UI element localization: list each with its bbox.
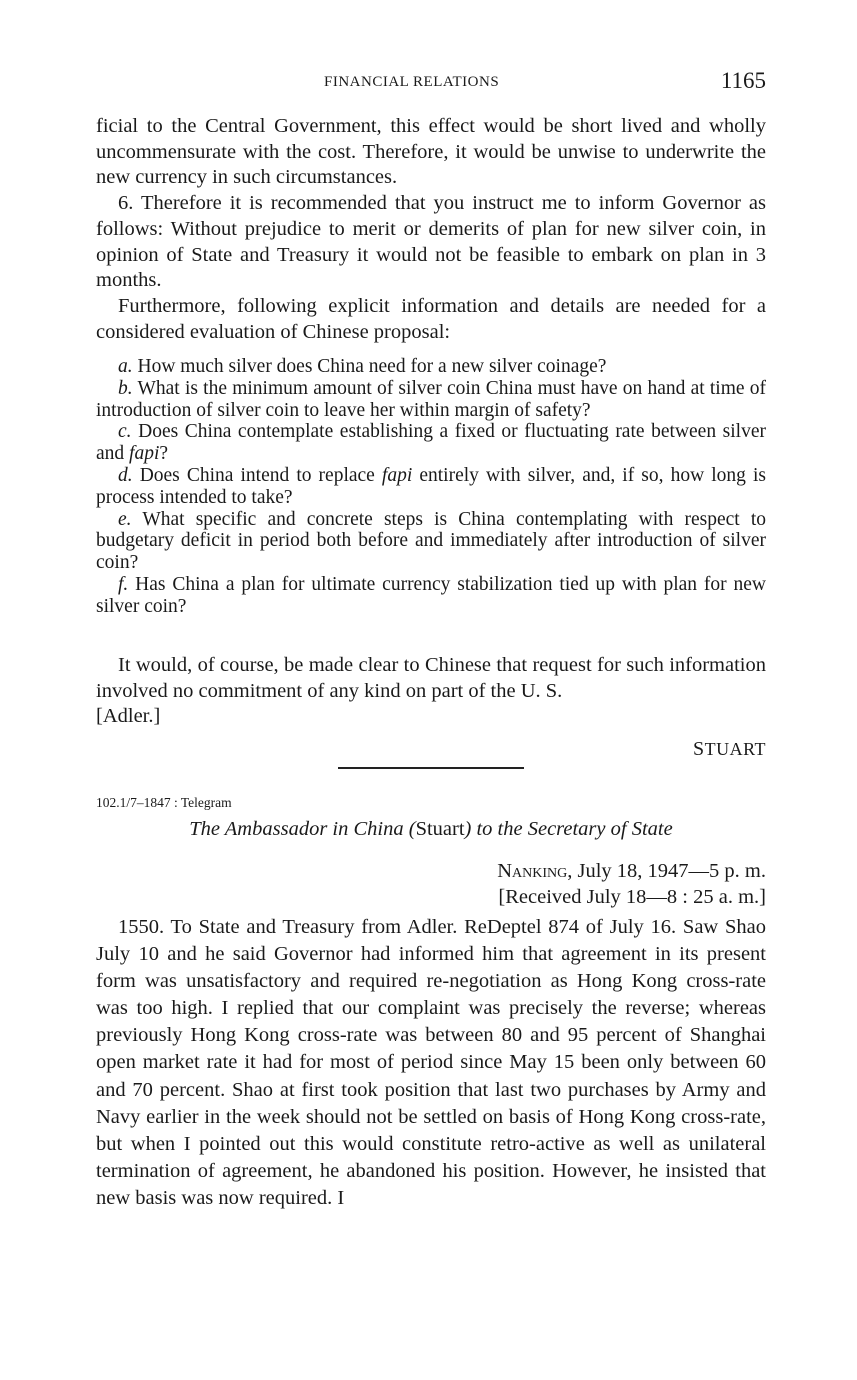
opening-section: [96, 114, 766, 345]
telegram-body: [96, 914, 766, 1212]
question-letter: d.: [118, 464, 133, 486]
question-item-e: [96, 509, 766, 574]
italic-term: fapi: [381, 464, 413, 486]
question-text: What specific and concrete steps is China contemplating with respect to budgetary deficit in period both before and immediately after introduction of silver coin?: [96, 508, 766, 574]
paragraph-commitment: It would, of course, be made clear to Chinese that request for such information involved no commitment of any kind on part of the U. S.: [96, 654, 766, 702]
question-item-f: [96, 574, 766, 618]
question-text: What is the minimum amount of silver coin China must have on hand at time of introduction of silver coin to leave her within margin of safety?: [96, 377, 766, 421]
running-title: FINANCIAL RELATIONS: [324, 74, 500, 90]
question-letter: e.: [118, 508, 132, 530]
place-name: Nanking,: [497, 860, 573, 882]
question-text: Does China intend to replace: [132, 464, 382, 486]
paragraph-information-needed: Furthermore, following explicit information and details are needed for a considered evaluation of Chinese proposal:: [96, 294, 766, 343]
date-received: [Received July 18—8 : 25 a. m.]: [498, 886, 766, 908]
page-number: 1165: [720, 68, 766, 93]
question-item-d: [96, 465, 766, 509]
question-text: Does China contemplate establishing a fixed or fluctuating rate between silver and: [96, 421, 766, 465]
question-letter: c.: [118, 421, 132, 443]
date-sent: Nanking, July 18, 1947—5 p. m.: [497, 860, 766, 882]
italic-term: fapi: [129, 443, 160, 465]
question-text: ?: [159, 443, 169, 465]
closing-section: [96, 653, 766, 730]
question-item-c: [96, 421, 766, 465]
question-text: How much silver does China need for a new silver coinage?: [132, 356, 607, 377]
dateline: [497, 858, 766, 910]
paragraph-continuation: ficial to the Central Government, this effect would be short lived and wholly uncommensurate with the cost. Therefore, it would be unwise to underwrite the new currency in such circumstances.: [96, 115, 766, 189]
question-letter: f.: [118, 573, 129, 595]
question-text: entirely with silver, and, if so, how long is process intended to take?: [96, 464, 766, 508]
section-divider: [338, 767, 524, 769]
question-list: [96, 356, 766, 618]
paragraph-recommendation: 6. Therefore it is recommended that you instruct me to inform Governor as follows: Without prejudice to merit or demerits of plan for new silver coin, in opinion of State and Treasury it would not be feasible to embark on plan in 3 months.: [96, 192, 766, 292]
question-text: Has China a plan for ultimate currency stabilization tied up with plan for new silver coin?: [96, 573, 766, 617]
question-letter: b.: [118, 377, 133, 399]
document-title: The Ambassador in China (Stuart) to the Secretary of State: [189, 818, 673, 840]
telegram-paragraph: 1550. To State and Treasury from Adler. ReDeptel 874 of July 16. Saw Shao July 10 and he said Governor had informed him that agreement in its present form was unsatisfactory and required re-negotiation as Hong Kong cross-rate was too high. I replied that our complaint was precisely the reverse; whereas previously Hong Kong cross-rate was between 80 and 95 percent of Shanghai open market rate it had for most of period since May 15 been only between 60 and 70 percent. Shao at first took position that last two purchases by Army and Navy earlier in the week should not be settled on basis of Hong Kong cross-rate, but when I pointed out this would constitute retro-active as well as unilateral termination of agreement, he abandoned his position. However, he insisted that new basis was now required. I: [96, 916, 766, 1209]
file-reference: 102.1/7–1847 : Telegram: [96, 795, 232, 810]
running-header: [96, 68, 766, 98]
signature: STUART: [692, 738, 766, 760]
question-item-a: [96, 356, 766, 378]
question-letter: a.: [118, 356, 133, 377]
sender-note: [Adler.]: [96, 705, 161, 728]
question-item-b: [96, 378, 766, 422]
